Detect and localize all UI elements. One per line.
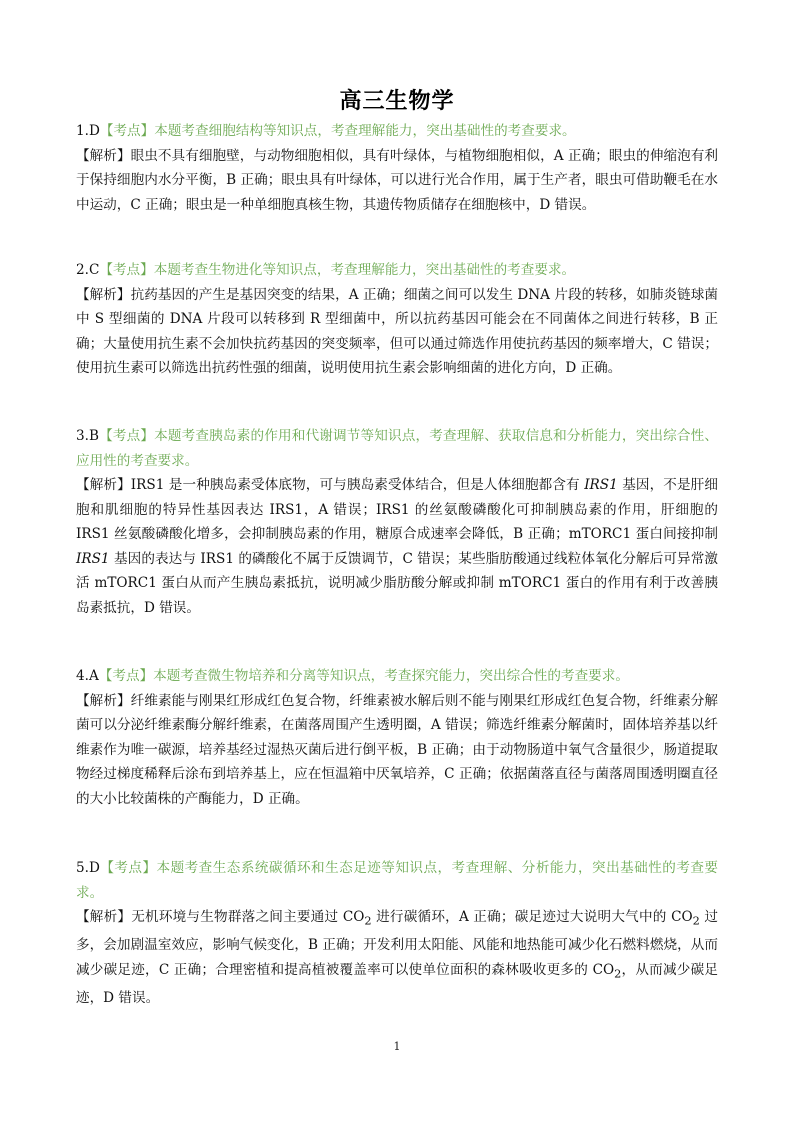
kaodian-text: 本题考查生物进化等知识点，考查理解能力，突出基础性的考查要求。 [153,262,576,278]
kaodian-label: 【考点】 [99,860,157,876]
page-title: 高三生物学 [339,89,455,114]
question-header [76,424,718,473]
kaodian-text: 本题考查细胞结构等知识点，考查理解能力，突出基础性的考查要求。 [154,123,576,139]
kaodian-text: 本题考查微生物培养和分离等知识点，考查探究能力，突出综合性的考查要求。 [153,668,629,684]
analysis-paragraph [76,144,718,218]
jiexi-label: 【解析】 [76,286,131,303]
answer-number: 5.D [76,860,100,876]
page-number: 1 [393,1040,401,1053]
gene-name-italic: IRS1 [584,477,618,493]
subscript: 2 [364,913,372,928]
jiexi-text-part: 过多，会加剧温室效应，影响气候变化，B 正确；开发利用太阳能、风能和地热能可减少化石燃料燃烧，从而减少碳足迹，C 正确；合理密植和提高植被覆盖率可以使单位面积的森林吸收更多的 CO [76,909,719,978]
kaodian-text: 本题考查生态系统碳循环和生态足迹等知识点，考查理解、分析能力，突出基础性的考查要求。 [76,860,719,901]
jiexi-text: 抗药基因的产生是基因突变的结果，A 正确；细菌之间可以发生 DNA 片段的转移，如肺炎链球菌中 S 型细菌的 DNA 片段可以转移到 R 型细菌中，所以抗药基因可能会在不同菌体之间进行转移，B 正确；大量使用抗生素不会加快抗药基因的突变频率，但可以通过筛选作用使抗药基因的频率增大，C 错误；使用抗生素可以筛选出抗药性强的细菌，说明使用抗生素会影响细菌的进化方向，D 正确。 [76,286,718,376]
jiexi-label: 【解析】 [76,477,131,493]
subscript: 2 [614,966,622,981]
question-header [76,258,718,283]
answer-number: 1.D [76,123,100,139]
question-4 [76,664,718,811]
answer-number: 4.A [76,668,99,684]
gene-name-italic: IRS1 [76,550,110,567]
jiexi-text-part: 无机环境与生物群落之间主要通过 CO [131,909,365,925]
analysis-paragraph [76,473,718,620]
jiexi-label: 【解析】 [76,147,131,164]
jiexi-label: 【解析】 [76,909,132,925]
analysis-paragraph [76,283,718,381]
jiexi-text: 纤维素能与刚果红形成红色复合物，纤维素被水解后则不能与刚果红形成红色复合物，纤维素分解菌可以分泌纤维素酶分解纤维素，在菌落周围产生透明圈，A 错误；筛选纤维素分解菌时，固体培养基以纤维素作为唯一碳源，培养基经过湿热灭菌后进行倒平板，B 正确；由于动物肠道中氧气含量很少，肠道提取物经过梯度稀释后涂布到培养基上，应在恒温箱中厌氧培养，C 正确；依据菌落直径与菌落周围透明圈直径的大小比较菌株的产酶能力，D 正确。 [76,692,719,807]
question-5 [76,856,718,1010]
question-2 [76,258,718,381]
question-3 [76,424,718,620]
subscript: 2 [692,913,700,928]
analysis-paragraph [76,905,718,1010]
question-header [76,664,718,689]
answer-number: 3.B [76,428,99,444]
jiexi-text-part: 进行碳循环，A 正确；碳足迹过大说明大气中的 CO [371,909,693,925]
kaodian-label: 【考点】 [99,262,154,278]
jiexi-text-part: 基因，不是肝细胞和肌细胞的特异性基因表达 IRS1，A 错误；IRS1 的丝氨酸磷酸化可抑制胰岛素的作用，肝细胞的 IRS1 丝氨酸磷酸化增多，会抑制胰岛素的作用，糖原合成速率会降低，B 正确；mTORC1 蛋白间接抑制 [76,477,718,542]
question-header [76,856,718,905]
jiexi-text-part: 基因的表达与 IRS1 的磷酸化不属于反馈调节，C 错误；某些脂肪酸通过线粒体氧化分解后可异常激活 mTORC1 蛋白从而产生胰岛素抵抗，说明减少脂肪酸分解或抑制 mTORC1 蛋白的作用有利于改善胰岛素抵抗，D 错误。 [76,550,718,616]
jiexi-label: 【解析】 [76,692,131,709]
kaodian-text: 本题考查胰岛素的作用和代谢调节等知识点，考查理解、获取信息和分析能力，突出综合性、应用性的考查要求。 [76,428,718,469]
question-1 [76,119,718,217]
kaodian-label: 【考点】 [98,428,155,444]
analysis-paragraph [76,689,718,812]
question-header [76,119,718,144]
kaodian-label: 【考点】 [99,123,155,139]
jiexi-text-part: ，从而减少碳足迹，D 错误。 [76,961,719,1006]
answer-number: 2.C [76,262,100,278]
kaodian-label: 【考点】 [98,668,154,684]
jiexi-text: 眼虫不具有细胞壁，与动物细胞相似，具有叶绿体，与植物细胞相似，A 正确；眼虫的伸缩泡有利于保持细胞内水分平衡，B 正确；眼虫具有叶绿体，可以进行光合作用，属于生产者，眼虫可借助鞭毛在水中运动，C 正确；眼虫是一种单细胞真核生物，其遗传物质储存在细胞核中，D 错误。 [76,147,719,213]
jiexi-text-part: IRS1 是一种胰岛素受体底物，可与胰岛素受体结合，但是人体细胞都含有 [130,477,585,493]
